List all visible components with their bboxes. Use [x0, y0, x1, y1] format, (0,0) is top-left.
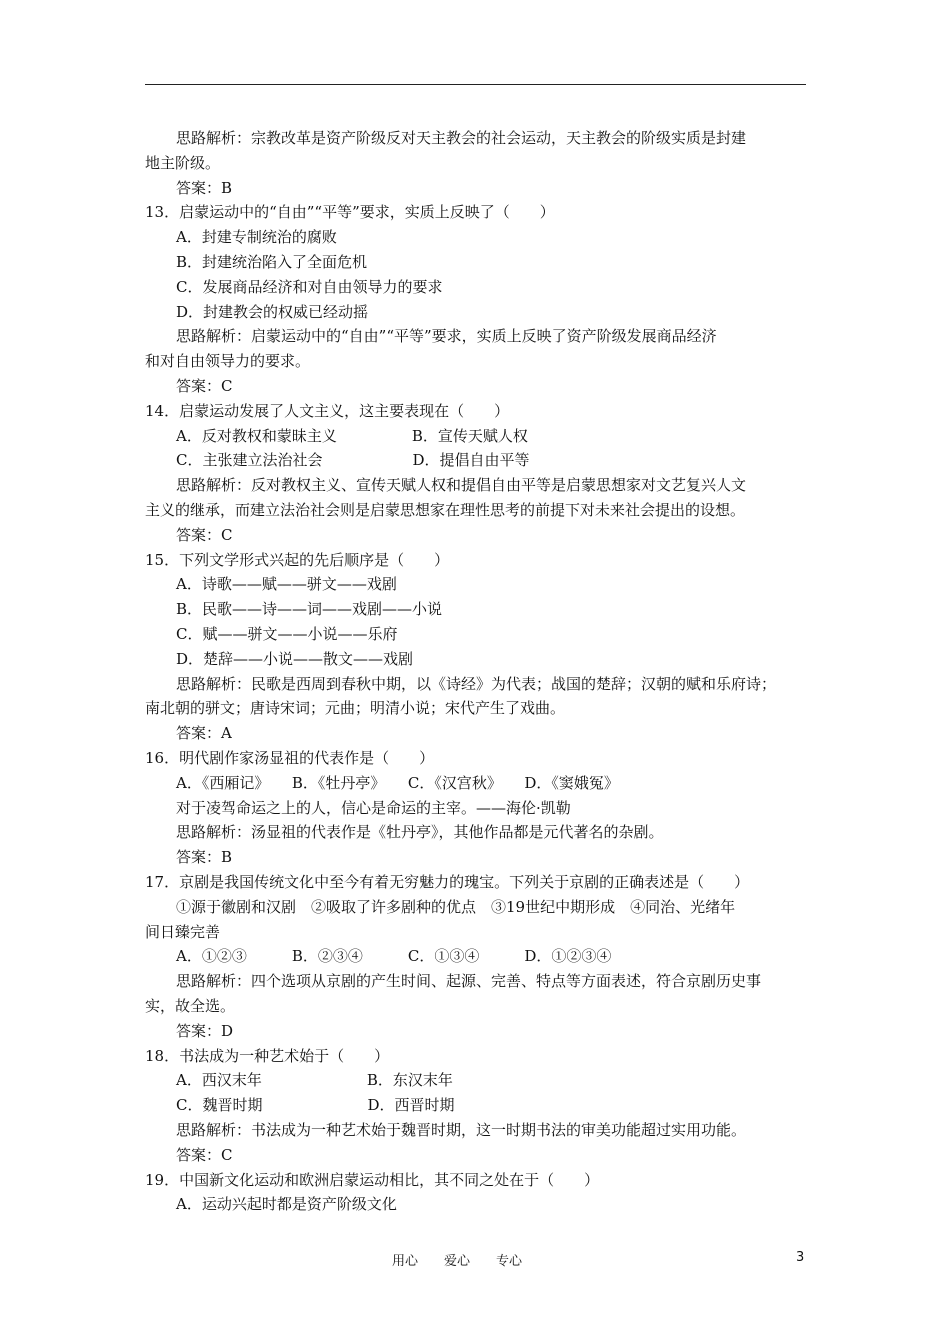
text-line: 思路解析：书法成为一种艺术始于魏晋时期，这一时期书法的审美功能超过实用功能。	[176, 1121, 747, 1139]
text-line: 答案：D	[176, 1021, 234, 1040]
text-line: C．主张建立法治社会 D．提倡自由平等	[176, 451, 530, 470]
text-line: A．诗歌——赋——骈文——戏剧	[176, 575, 397, 594]
text-line: 和对自由领导力的要求。	[145, 352, 311, 371]
text-line: A．反对教权和蒙昧主义 B．宣传天赋人权	[176, 426, 528, 445]
text-line: 对于凌驾命运之上的人，信心是命运的主宰。——海伦·凯勒	[176, 798, 571, 817]
text-line: 13．启蒙运动中的“自由”“平等”要求，实质上反映了（ ）	[145, 203, 555, 222]
text-line: 19．中国新文化运动和欧洲启蒙运动相比，其不同之处在于（ ）	[145, 1170, 600, 1189]
text-line: A．①②③ B．②③④ C．①③④ D．①②③④	[176, 947, 612, 966]
text-line: A．封建专制统治的腐败	[176, 228, 337, 247]
text-line: 实，故全选。	[145, 997, 236, 1015]
text-line: 16．明代剧作家汤显祖的代表作是（ ）	[145, 749, 435, 767]
text-line: 思路解析：汤显祖的代表作是《牡丹亭》，其他作品都是元代著名的杂剧。	[176, 823, 664, 842]
text-line: 答案：B	[176, 178, 233, 197]
text-line: A．运动兴起时都是资产阶级文化	[176, 1195, 397, 1214]
text-line: 17．京剧是我国传统文化中至今有着无穷魅力的瑰宝。下列关于京剧的正确表述是（ ）	[145, 873, 750, 891]
text-line: 18．书法成为一种艺术始于（ ）	[145, 1046, 390, 1065]
header-rule	[145, 84, 806, 85]
text-line: C．魏晋时期 D．西晋时期	[176, 1096, 455, 1115]
text-line: 答案：B	[176, 848, 233, 867]
text-line: 间日臻完善	[145, 922, 221, 941]
text-line: 答案：C	[176, 525, 233, 544]
text-line: 答案：C	[176, 1145, 233, 1164]
text-line: C．发展商品经济和对自由领导力的要求	[176, 277, 443, 296]
footer-motto: 用心 爱心 专心	[392, 1254, 523, 1269]
text-line: D．楚辞——小说——散文——戏剧	[176, 649, 414, 668]
text-line: C．赋——骈文——小说——乐府	[176, 625, 398, 643]
text-line: A．西汉末年 B．东汉末年	[176, 1071, 453, 1090]
text-line: 思路解析：四个选项从京剧的产生时间、起源、完善、特点等方面表述，符合京剧历史事	[176, 972, 762, 991]
text-line: 思路解析：民歌是西周到春秋中期，以《诗经》为代表；战国的楚辞；汉朝的赋和乐府诗；	[176, 674, 777, 693]
text-line: 答案：A	[176, 724, 232, 743]
text-line: 南北朝的骈文；唐诗宋词；元曲；明清小说；宋代产生了戏曲。	[145, 699, 566, 718]
text-line: 主义的继承，而建立法治社会则是启蒙思想家在理性思考的前提下对未来社会提出的设想。	[145, 501, 746, 519]
text-line: 思路解析：反对教权主义、宣传天赋人权和提倡自由平等是启蒙思想家对文艺复兴人文	[176, 476, 747, 495]
text-line: ①源于徽剧和汉剧 ②吸取了许多剧种的优点 ③19世纪中期形成 ④同治、光绪年	[176, 897, 736, 916]
text-line: B．民歌——诗——词——戏剧——小说	[176, 600, 443, 619]
text-line: 思路解析：启蒙运动中的“自由”“平等”要求，实质上反映了资产阶级发展商品经济	[176, 327, 717, 346]
page-number: 3	[796, 1250, 805, 1265]
text-line: 地主阶级。	[145, 153, 221, 172]
text-line: D．封建教会的权威已经动摇	[176, 302, 369, 321]
text-line: 答案：C	[176, 377, 233, 395]
text-line: 14．启蒙运动发展了人文主义，这主要表现在（ ）	[145, 401, 510, 420]
text-line: A．《西厢记》 B．《牡丹亭》 C．《汉宫秋》 D．《窦娥冤》	[176, 773, 619, 792]
text-line: 15．下列文学形式兴起的先后顺序是（ ）	[145, 550, 450, 569]
text-line: 思路解析：宗教改革是资产阶级反对天主教会的社会运动，天主教会的阶级实质是封建	[176, 129, 747, 147]
text-line: B．封建统治陷入了全面危机	[176, 253, 368, 271]
